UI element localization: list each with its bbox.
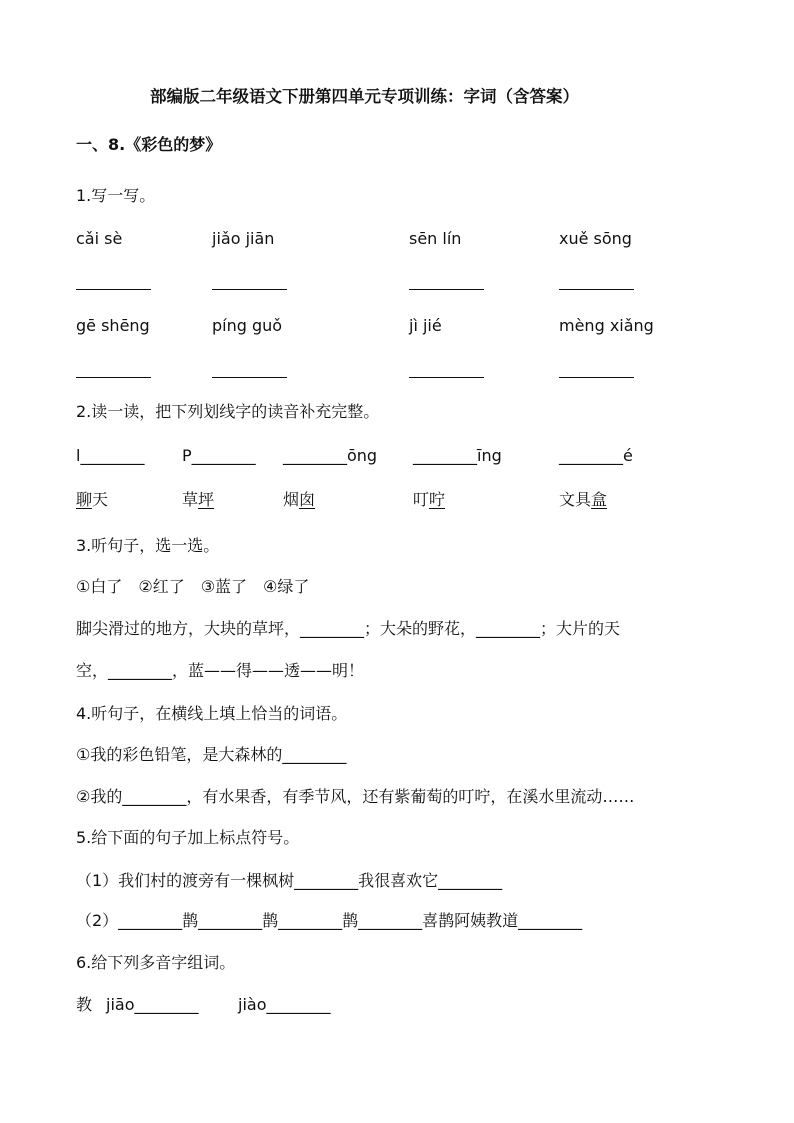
section-heading: 一、8.《彩色的梦》 (76, 135, 222, 154)
q3-options: ①白了 ②红了 ③蓝了 ④绿了 (76, 577, 310, 596)
answer-blank[interactable] (409, 289, 484, 290)
q2-heading: 2.读一读，把下列划线字的读音补充完整。 (76, 402, 380, 421)
q4-sentence-line: ①我的彩色铅笔，是大森林的________ (76, 745, 347, 764)
pinyin-fill: l________ (76, 446, 145, 465)
q3-heading: 3.听句子，选一选。 (76, 536, 220, 555)
answer-blank[interactable] (212, 377, 287, 378)
word: 聊天 (76, 490, 109, 509)
answer-blank[interactable] (212, 289, 287, 290)
q4-sentence-line: ②我的________，有水果香，有季节风，还有紫葡萄的叮咛，在溪水里流动…… (76, 787, 635, 806)
pinyin-fill: ________é (559, 446, 633, 465)
q5-sentence-line: （1）我们村的渡旁有一棵枫树________我很喜欢它________ (76, 871, 503, 890)
answer-blank[interactable] (559, 377, 634, 378)
q3-sentence-line: 脚尖滑过的地方，大块的草坪，________；大朵的野花，________；大片的天 (76, 619, 621, 638)
pinyin-prompt: jiǎo jiān (212, 229, 275, 248)
polyphone-pinyin-fill: jiào________ (238, 995, 331, 1014)
page-title: 部编版二年级语文下册第四单元专项训练：字词（含答案） (150, 87, 579, 106)
q5-sentence-line: （2）________鹊________鹊________鹊________喜鹊阿姨教道________ (76, 911, 583, 930)
word: 烟囱 (283, 490, 316, 509)
q3-sentence-line: 空，________，蓝——得——透——明！ (76, 661, 365, 680)
pinyin-fill: ________ōng (283, 446, 378, 465)
pinyin-fill: P________ (182, 446, 256, 465)
pinyin-prompt: jì jié (409, 316, 442, 335)
polyphone-char: 教 (76, 995, 93, 1014)
q6-heading: 6.给下列多音字组词。 (76, 953, 236, 972)
pinyin-prompt: cǎi sè (76, 229, 123, 248)
answer-blank[interactable] (76, 377, 151, 378)
pinyin-prompt: mèng xiǎng (559, 316, 654, 335)
word: 草坪 (182, 490, 215, 509)
pinyin-prompt: sēn lín (409, 229, 462, 248)
q4-heading: 4.听句子，在横线上填上恰当的词语。 (76, 704, 348, 723)
q5-heading: 5.给下面的句子加上标点符号。 (76, 828, 300, 847)
polyphone-pinyin-fill: jiāo________ (106, 995, 199, 1014)
pinyin-prompt: xuě sōng (559, 229, 632, 248)
pinyin-prompt: píng guǒ (212, 316, 283, 335)
word: 文具盒 (559, 490, 608, 509)
pinyin-prompt: gē shēng (76, 316, 150, 335)
word: 叮咛 (413, 490, 446, 509)
answer-blank[interactable] (76, 289, 151, 290)
q1-heading: 1.写一写。 (76, 186, 156, 205)
answer-blank[interactable] (559, 289, 634, 290)
pinyin-fill: ________īng (413, 446, 502, 465)
answer-blank[interactable] (409, 377, 484, 378)
